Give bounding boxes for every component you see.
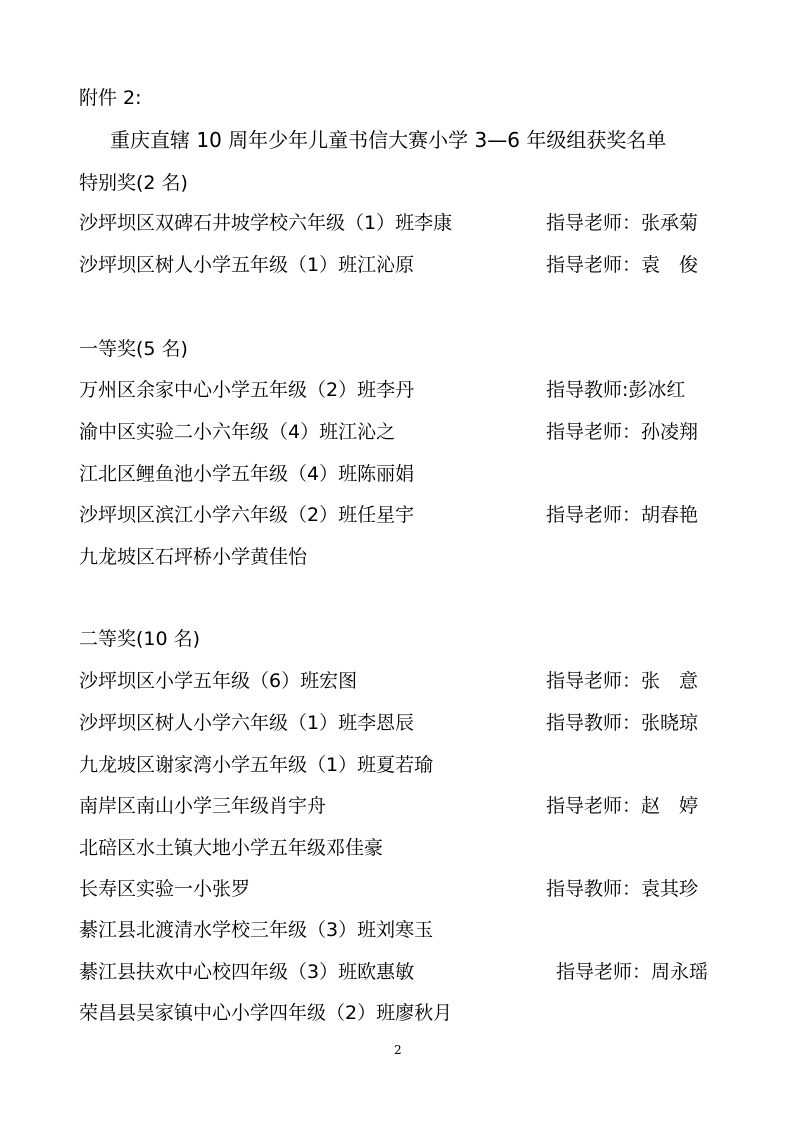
teacher-label: 指导老师：赵 婷 [546,795,699,817]
section-heading-second: 二等奖(10 名) [79,628,201,650]
list-item: 荣昌县吴家镇中心小学四年级（2）班廖秋月 [79,1002,453,1024]
attachment-label: 附件 2: [79,87,142,109]
list-item: 沙坪坝区小学五年级（6）班宏图 [79,670,358,692]
list-item: 万州区余家中心小学五年级（2）班李丹 [79,379,415,401]
list-item: 渝中区实验二小六年级（4）班江沁之 [79,421,396,443]
section-heading-first: 一等奖(5 名) [79,338,188,360]
page-title: 重庆直辖 10 周年少年儿童书信大赛小学 3—6 年级组获奖名单 [110,128,667,152]
page-number: 2 [394,1043,402,1057]
list-item: 綦江县扶欢中心校四年级（3）班欧惠敏 [79,961,415,983]
list-item: 綦江县北渡清水学校三年级（3）班刘寒玉 [79,919,434,941]
teacher-label: 指导老师：袁 俊 [546,254,699,276]
list-item: 北碚区水土镇大地小学五年级邓佳豪 [79,837,384,859]
list-item: 九龙坡区谢家湾小学五年级（1）班夏若瑜 [79,754,434,776]
teacher-label: 指导老师：胡春艳 [546,504,699,526]
list-item: 沙坪坝区树人小学五年级（1）班江沁原 [79,254,415,276]
list-item: 沙坪坝区双碑石井坡学校六年级（1）班李康 [79,212,453,234]
section-heading-special: 特别奖(2 名) [79,172,188,194]
list-item: 长寿区实验一小张罗 [79,878,251,900]
teacher-label: 指导老师：张承菊 [546,212,699,234]
teacher-label: 指导教师：张晓琼 [546,712,699,734]
teacher-label: 指导老师：张 意 [546,670,699,692]
teacher-label: 指导老师：孙凌翔 [546,421,699,443]
list-item: 九龙坡区石坪桥小学黄佳怡 [79,546,308,568]
list-item: 沙坪坝区滨江小学六年级（2）班任星宇 [79,504,415,526]
teacher-label: 指导老师：周永瑶 [556,961,709,983]
teacher-label: 指导教师:彭冰红 [546,379,686,401]
teacher-label: 指导教师：袁其珍 [546,878,699,900]
list-item: 江北区鲤鱼池小学五年级（4）班陈丽娟 [79,463,415,485]
list-item: 南岸区南山小学三年级肖宇舟 [79,795,327,817]
list-item: 沙坪坝区树人小学六年级（1）班李恩辰 [79,712,415,734]
